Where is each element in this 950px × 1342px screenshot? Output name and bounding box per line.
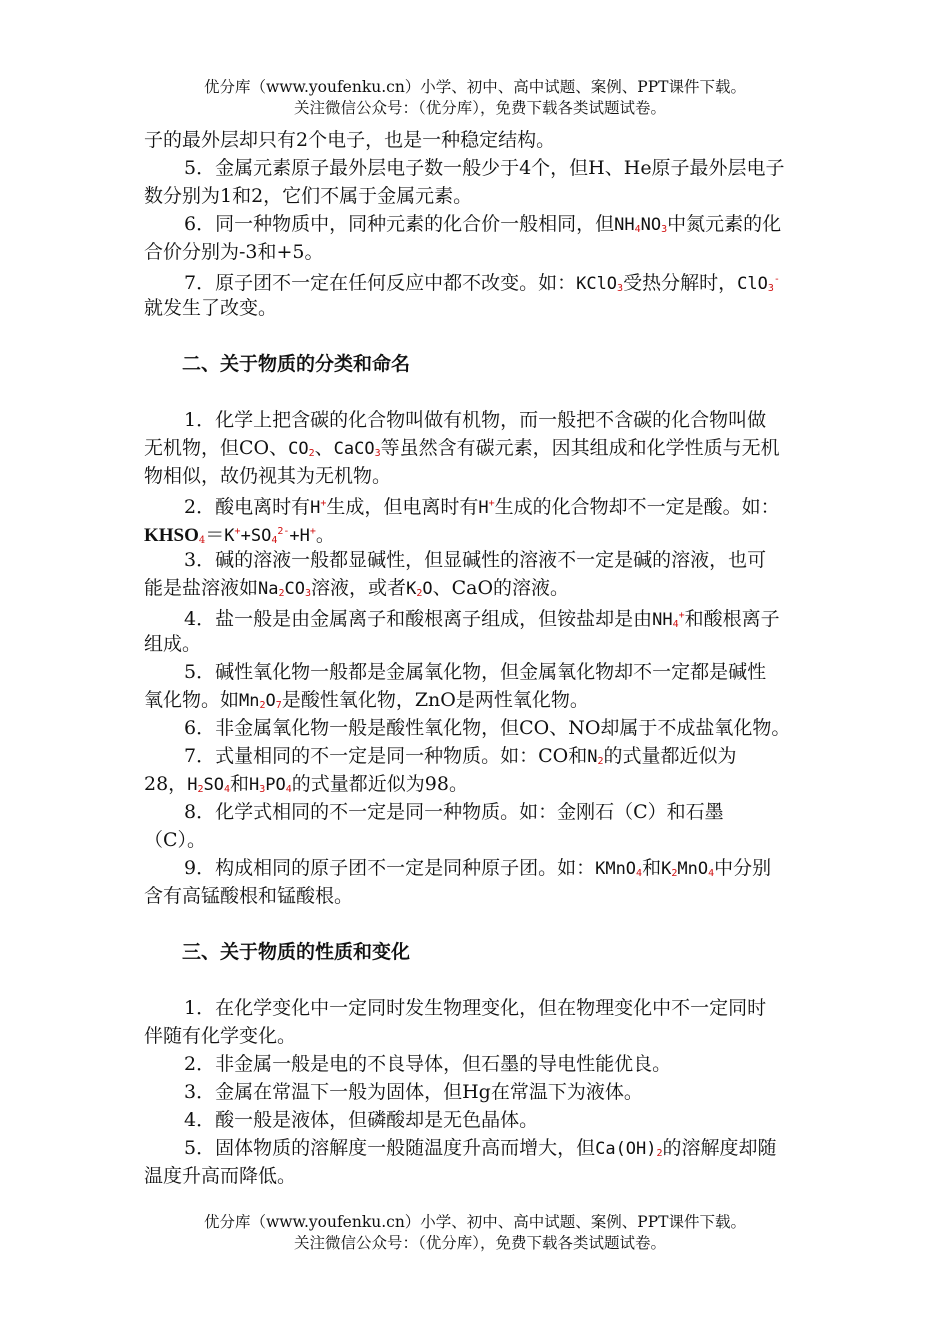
paragraph: 含有高锰酸根和锰酸根。 [144, 885, 354, 907]
paragraph: 7．式量相同的不一定是同一种物质。如：CO和N2的式量都近似为 [184, 745, 737, 767]
formula-caoh2: Ca(OH)2 [595, 1139, 663, 1159]
formula-kmno4: KMnO4 [595, 859, 643, 879]
formula-caco3: CaCO3 [333, 439, 381, 459]
formula-mn2o7: Mn2O7 [239, 691, 282, 711]
page-header [0, 77, 950, 119]
document-body [144, 126, 879, 1190]
formula-nh4no3: NH4NO3 [614, 215, 668, 235]
paragraph: 能是盐溶液如Na2CO3溶液，或者K2O、CaO的溶液。 [144, 577, 570, 599]
paragraph: 温度升高而降低。 [144, 1165, 297, 1187]
formula-h3po4: H3PO4 [249, 775, 292, 795]
paragraph: 5．金属元素原子最外层电子数一般少于4个，但H、He原子最外层电子 [184, 157, 785, 179]
paragraph: 无机物，但CO、CO2、CaCO3等虽然含有碳元素，因其组成和化学性质与无机 [144, 437, 780, 459]
paragraph: 4．酸一般是液体，但磷酸却是无色晶体。 [184, 1109, 539, 1131]
footer-line-1: 优分库（www.youfenku.cn）小学、初中、高中试题、案例、PPT课件下载。 [203, 1213, 747, 1231]
formula-nh4-ion: NH4+ [652, 610, 685, 630]
paragraph: 8．化学式相同的不一定是同一种物质。如：金刚石（C）和石墨 [184, 801, 724, 823]
paragraph: 5．碱性氧化物一般都是金属氧化物，但金属氧化物却不一定都是碱性 [184, 661, 767, 683]
formula-k2o: K2O [406, 579, 433, 599]
formula-n2: N2 [587, 747, 604, 767]
section-heading: 二、关于物质的分类和命名 [182, 353, 411, 375]
paragraph: 1．在化学变化中一定同时发生物理变化，但在物理变化中不一定同时 [184, 997, 767, 1019]
formula-kclo3: KClO3 [576, 274, 624, 294]
paragraph: 氧化物。如Mn2O7是酸性氧化物，ZnO是两性氧化物。 [144, 689, 589, 711]
formula-clo3-ion: ClO3- [737, 274, 780, 294]
formula-k2mno4: K2MnO4 [661, 859, 715, 879]
paragraph: 3．金属在常温下一般为固体，但Hg在常温下为液体。 [184, 1081, 643, 1103]
paragraph: 2．非金属一般是电的不良导体，但石墨的导电性能优良。 [184, 1053, 672, 1075]
header-line-1: 优分库（www.youfenku.cn）小学、初中、高中试题、案例、PPT课件下载。 [203, 78, 747, 96]
page-footer [0, 1212, 950, 1254]
paragraph: 伴随有化学变化。 [144, 1025, 297, 1047]
footer-line-2: 关注微信公众号：（优分库），免费下载各类试题试卷。 [293, 1234, 666, 1252]
paragraph: 1．化学上把含碳的化合物叫做有机物，而一般把不含碳的化合物叫做 [184, 409, 767, 431]
paragraph: 28，H2SO4和H3PO4的式量都近似为98。 [144, 773, 468, 795]
paragraph: 就发生了改变。 [144, 297, 278, 319]
paragraph: 3．碱的溶液一般都显碱性，但显碱性的溶液不一定是碱的溶液，也可 [184, 549, 767, 571]
formula-co2: CO2 [288, 439, 315, 459]
paragraph: 合价分别为-3和+5。 [144, 241, 324, 263]
paragraph: 2．酸电离时有H+生成，但电离时有H+生成的化合物却不一定是酸。如： [184, 496, 780, 518]
paragraph: 数分别为1和2，它们不属于金属元素。 [144, 185, 473, 207]
paragraph: 4．盐一般是由金属离子和酸根离子组成，但铵盐却是由NH4+和酸根离子 [184, 608, 780, 630]
header-line-2: 关注微信公众号：（优分库），免费下载各类试题试卷。 [293, 99, 666, 117]
formula-h2so4: H2SO4 [187, 775, 230, 795]
section-heading: 三、关于物质的性质和变化 [182, 941, 411, 963]
paragraph: 6．同一种物质中，同种元素的化合价一般相同，但NH4NO3中氮元素的化 [184, 213, 782, 235]
paragraph: 组成。 [144, 633, 202, 655]
paragraph: 5．固体物质的溶解度一般随温度升高而增大，但Ca(OH)2的溶解度却随 [184, 1137, 777, 1159]
paragraph: （C）。 [144, 829, 207, 851]
formula-h-ion: H+ [478, 498, 495, 518]
paragraph: 9．构成相同的原子团不一定是同种原子团。如：KMnO4和K2MnO4中分别 [184, 857, 772, 879]
paragraph: 物相似，故仍视其为无机物。 [144, 465, 392, 487]
paragraph: 7．原子团不一定在任何反应中都不改变。如：KClO3受热分解时，ClO3- [184, 272, 780, 294]
paragraph: 6．非金属氧化物一般是酸性氧化物，但CO、NO却属于不成盐氧化物。 [184, 717, 791, 739]
formula-na2co3: Na2CO3 [258, 579, 312, 599]
paragraph: 子的最外层却只有2个电子，也是一种稳定结构。 [144, 129, 556, 151]
equation-khso4: $KHSO4=K^++SO4^{2-}+H^+$。 [144, 524, 335, 546]
formula-h-ion: H+ [310, 498, 327, 518]
